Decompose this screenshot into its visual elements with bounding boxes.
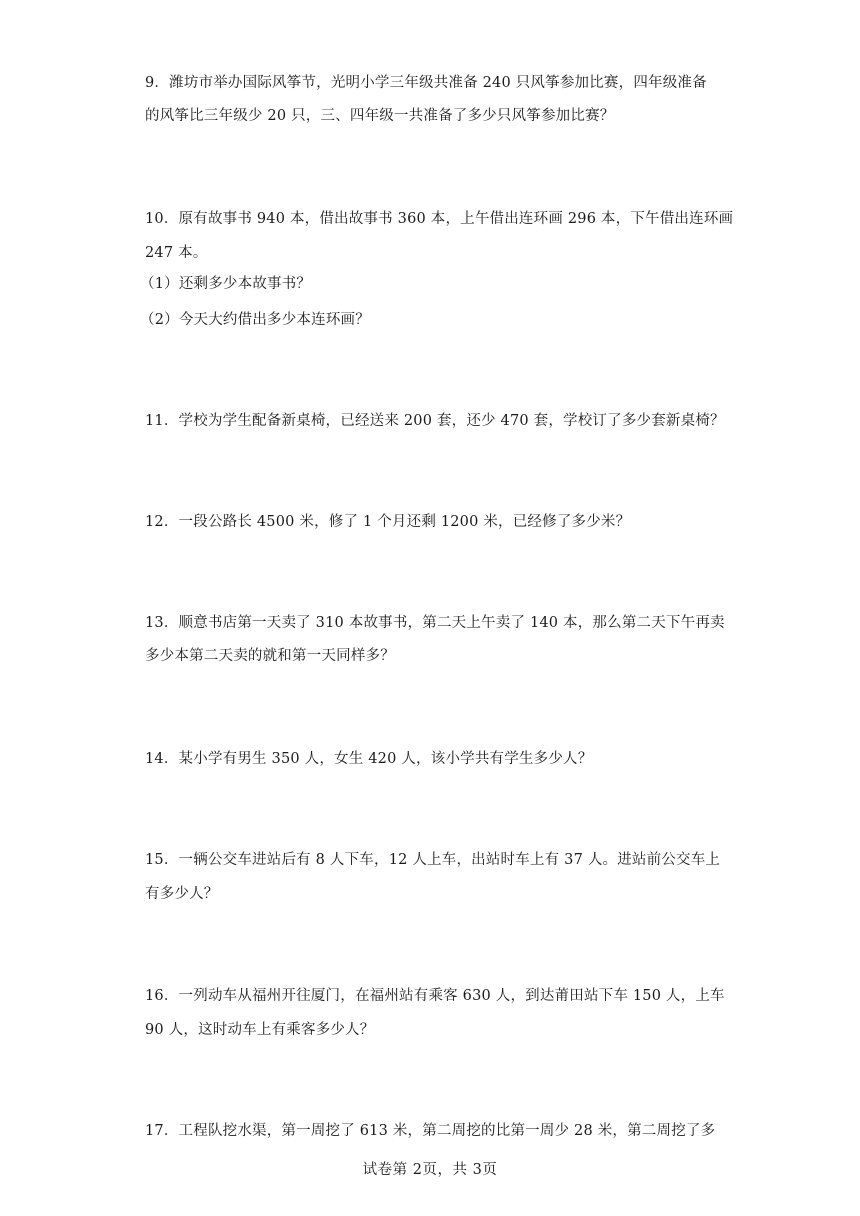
question-text-line: 多少本第二天卖的就和第一天同样多？ — [145, 648, 395, 664]
question-text-line: 13．顺意书店第一天卖了 310 本故事书，第二天上午卖了 140 本，那么第二天下午再卖 — [145, 615, 725, 631]
page-footer: 试卷第 2页，共 3页 — [362, 1162, 498, 1178]
question-text-line: 有多少人？ — [145, 886, 219, 902]
question-text-line: 17．工程队挖水渠，第一周挖了 613 米，第二周挖的比第一周少 28 米，第二周挖了多 — [145, 1123, 716, 1139]
question-text-line: 11．学校为学生配备新桌椅，已经送来 200 套，还少 470 套，学校订了多少套新桌椅？ — [145, 413, 725, 429]
question-text-line: 9．潍坊市举办国际风筝节，光明小学三年级共准备 240 只风筝参加比赛，四年级准备 — [145, 75, 707, 91]
sub-question-1: （1）还剩多少本故事书？ — [140, 276, 312, 292]
question-text-line: 12．一段公路长 4500 米，修了 1 个月还剩 1200 米，已经修了多少米？ — [145, 514, 631, 530]
question-text-line: 247 本。 — [145, 245, 208, 261]
question-text-line: 16．一列动车从福州开往厦门，在福州站有乘客 630 人，到达莆田站下车 150 人，上车 — [145, 988, 725, 1004]
question-text-line: 15．一辆公交车进站后有 8 人下车，12 人上车，出站时车上有 37 人。进站前公交车上 — [145, 852, 721, 868]
sub-question-2: （2）今天大约借出多少本连环画？ — [140, 312, 370, 328]
question-text-line: 10．原有故事书 940 本，借出故事书 360 本，上午借出连环画 296 本，下午借出连环画 — [145, 211, 734, 227]
question-text-line: 14．某小学有男生 350 人，女生 420 人，该小学共有学生多少人？ — [145, 751, 593, 767]
question-text-line: 90 人，这时动车上有乘客多少人？ — [145, 1022, 375, 1038]
question-text-line: 的风筝比三年级少 20 只，三、四年级一共准备了多少只风筝参加比赛？ — [145, 108, 615, 124]
